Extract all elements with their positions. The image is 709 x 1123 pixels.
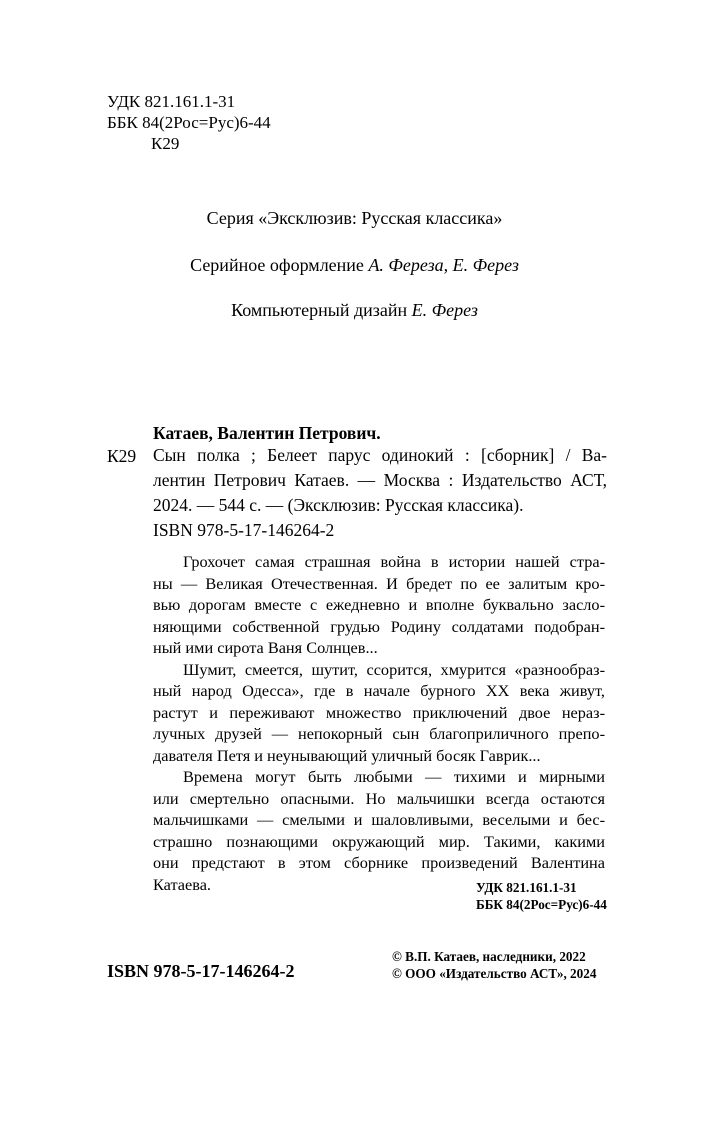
annotation-line: ны — Великая Отечественная. И бредет по ее залитым кро- xyxy=(153,573,605,593)
bib-line-3: 2024. — 544 с. — (Эксклюзив: Русская классика). xyxy=(153,495,524,515)
bib-line-2: лентин Петрович Катаев. — Москва : Издательство АСТ, xyxy=(153,470,607,490)
annotation-line: вью дорогам вместе с ежедневно и вполне буквально засло- xyxy=(153,595,605,614)
bbk-code: ББК 84(2Рос=Рус)6-44 xyxy=(107,113,271,132)
annotation-paragraph-3 xyxy=(153,766,605,895)
bib-isbn: ISBN 978-5-17-146264-2 xyxy=(153,520,335,540)
footer-udk: УДК 821.161.1-31 xyxy=(476,880,577,895)
annotation-line: няющими собственной грудью Родину солдатами подобран- xyxy=(153,616,605,636)
computer-design-credit xyxy=(0,300,709,321)
bib-author-mark: К29 xyxy=(107,446,137,466)
computer-design-name: Е. Ферез xyxy=(411,300,478,320)
bib-line-1: Сын полка ; Белеет парус одинокий : [сборник] / Ва- xyxy=(153,445,607,465)
annotation-paragraph-1 xyxy=(153,551,605,659)
annotation-paragraph-2 xyxy=(153,659,605,767)
annotation-line: ный народ Одесса», где в начале бурного XX века живут, xyxy=(153,681,605,700)
annotation xyxy=(153,551,605,895)
annotation-line: Времена могут быть любыми — тихими и мирными xyxy=(183,767,605,786)
copyright-author: © В.П. Катаев, наследники, 2022 xyxy=(392,949,586,964)
series-design-credit xyxy=(0,255,709,276)
annotation-line: Шумит, смеется, шутит, ссорится, хмурится «разнообраз- xyxy=(183,659,605,679)
annotation-line: мальчишками — смелыми и шаловливыми, веселыми и бес- xyxy=(153,810,605,829)
annotation-line: или смертельно опасными. Но мальчишки всегда остаются xyxy=(153,788,605,808)
bib-description xyxy=(153,443,607,518)
series-line: Серия «Эксклюзив: Русская классика» xyxy=(206,208,503,228)
author-mark: К29 xyxy=(151,134,180,153)
udk-code: УДК 821.161.1-31 xyxy=(107,92,236,111)
annotation-line: они предстают в этом сборнике произведений Валентина xyxy=(153,853,605,872)
annotation-line: лучных друзей — непокорный сын благоприличного препо- xyxy=(153,724,605,743)
annotation-line: страшно познающими окружающий мир. Такими, какими xyxy=(153,831,605,851)
computer-design-label: Компьютерный дизайн xyxy=(231,300,408,320)
annotation-line: давателя Петя и неунывающий уличный босяк Гаврик... xyxy=(153,745,541,765)
annotation-line: ный ими сирота Ваня Солнцев... xyxy=(153,638,378,657)
series-design-label: Серийное оформление xyxy=(190,255,364,275)
copyright-publisher: © ООО «Издательство АСТ», 2024 xyxy=(392,966,597,981)
annotation-line: Катаева. xyxy=(153,874,211,894)
annotation-line: Грохочет самая страшная война в истории нашей стра- xyxy=(183,552,605,571)
footer-isbn: ISBN 978-5-17-146264-2 xyxy=(107,961,295,981)
series-design-names: А. Фереза, Е. Ферез xyxy=(368,255,519,275)
footer-bbk: ББК 84(2Рос=Рус)6-44 xyxy=(476,897,607,912)
annotation-line: растут и переживают множество приключений двое нераз- xyxy=(153,702,605,722)
author-heading: Катаев, Валентин Петрович. xyxy=(153,423,381,443)
